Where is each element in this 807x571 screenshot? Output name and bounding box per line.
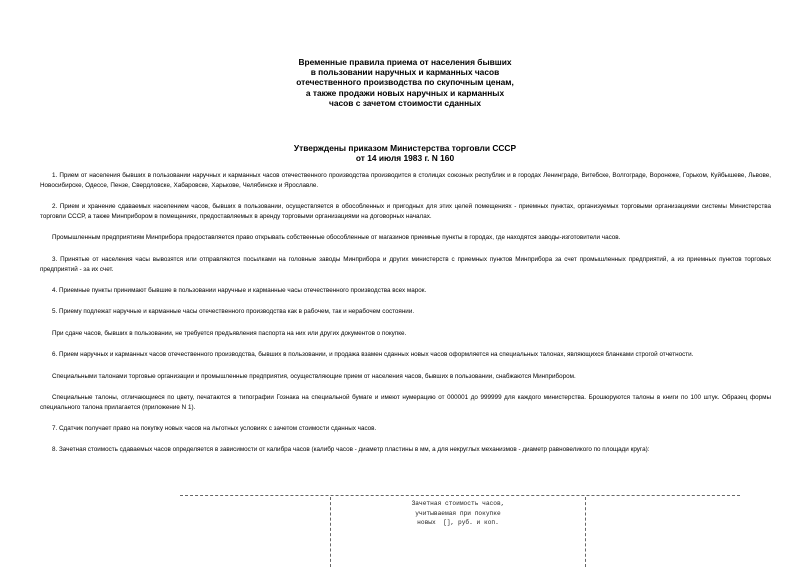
table-header-cell: [330, 497, 586, 567]
paragraph-5: 5. Приему подлежат наручные и карманные часы отечественного производства как в рабочем, так и нерабочем состоянии.: [52, 308, 415, 316]
title-line: в пользовании наручных и карманных часов: [310, 67, 500, 78]
paragraph-6-talons: Специальные талоны, отличающиеся по цвету, печатаются в типографии Гознака на специальной бумаге и имеют нумерацию от 000001 до 999999 для каждого министерства. Брошюруются талоны в книги по 100 штук. Образец формы специального талона прилагается (приложение N 1).: [40, 393, 771, 411]
table-header-line: новых [], руб. и коп.: [417, 519, 499, 527]
paragraph-8: 8. Зачетная стоимость сдаваемых часов определяется в зависимости от калибра часов (калибр часов - диаметр пластины в мм, а для некруглых механизмов - диаметр равновеликого по площади круга):: [52, 446, 650, 454]
title-line: часов с зачетом стоимости сданных: [329, 97, 481, 108]
document-body: [40, 171, 771, 467]
paragraph-6-note: Специальными талонами торговые организации и промышленные предприятия, осуществляющие прием от населения часов, бывших в пользовании, снабжаются Минприбором.: [52, 372, 576, 380]
paragraph-2-note: Промышленным предприятиям Минприбора предоставляется право открывать собственные обособленные от магазинов приемные пункты в городах, где находятся заводы-изготовители часов.: [52, 234, 621, 242]
table-top-rule: [180, 495, 740, 496]
paragraph-3: 3. Принятые от населения часы вывозятся или отправляются посылками на головные заводы Минприбора и других министерств с приемных пунктов Минприбора за счет промышленных предприятий, а из приемных пунктов торговых предприятий - за их счет.: [40, 255, 771, 273]
value-table: [180, 491, 740, 571]
paragraph-4: 4. Приемные пункты принимают бывшие в пользовании наручные и карманные часы отечественного производства всех марок.: [52, 286, 427, 294]
table-header-line: учитываемая при покупке: [415, 509, 501, 517]
approval-line: от 14 июля 1983 г. N 160: [355, 153, 455, 164]
title-line: Временные правила приема от населения бывших: [298, 57, 512, 67]
document-title: [250, 57, 560, 108]
paragraph-7: 7. Сдатчик получает право на покупку новых часов на льготных условиях с зачетом стоимости сданных часов.: [52, 425, 377, 433]
title-line: а также продажи новых наручных и карманных: [305, 87, 505, 98]
paragraph-6: 6. Прием наручных и карманных часов отечественного производства, бывших в пользовании, и продажа взамен сданных новых часов оформляется на специальных талонах, являющихся бланками строгой отчетности.: [52, 351, 694, 359]
paragraph-1: 1. Прием от населения бывших в пользовании наручных и карманных часов отечественного производства производится в столицах союзных республик и в городах Ленинграде, Витебске, Волгограде, Воронеже, Горьком, Куйбышеве, Львове, Новосибирске, Одессе, Пензе, Свердловске, Хабаровске, Харькове, Челябинске и Ярославле.: [40, 172, 771, 189]
table-header-line: Зачетная стоимость часов,: [411, 500, 505, 507]
paragraph-2: 2. Прием и хранение сдаваемых населением часов, бывших в пользовании, осуществляется в обособленных и пригодных для этих целей помещениях - приемных пунктах, организуемых торговыми организациями системы Министерства торговли СССР, а также Минприбором в помещениях, предоставляемых в аренду торговыми организациями на договорных началах.: [40, 203, 771, 220]
title-line: отечественного производства по скупочным ценам,: [296, 77, 514, 88]
approval-heading: [250, 143, 560, 163]
paragraph-5-note: При сдаче часов, бывших в пользовании, не требуется предъявления паспорта на них или других документов о покупке.: [52, 329, 407, 337]
approval-line: Утверждены приказом Министерства торговли СССР: [293, 143, 517, 153]
